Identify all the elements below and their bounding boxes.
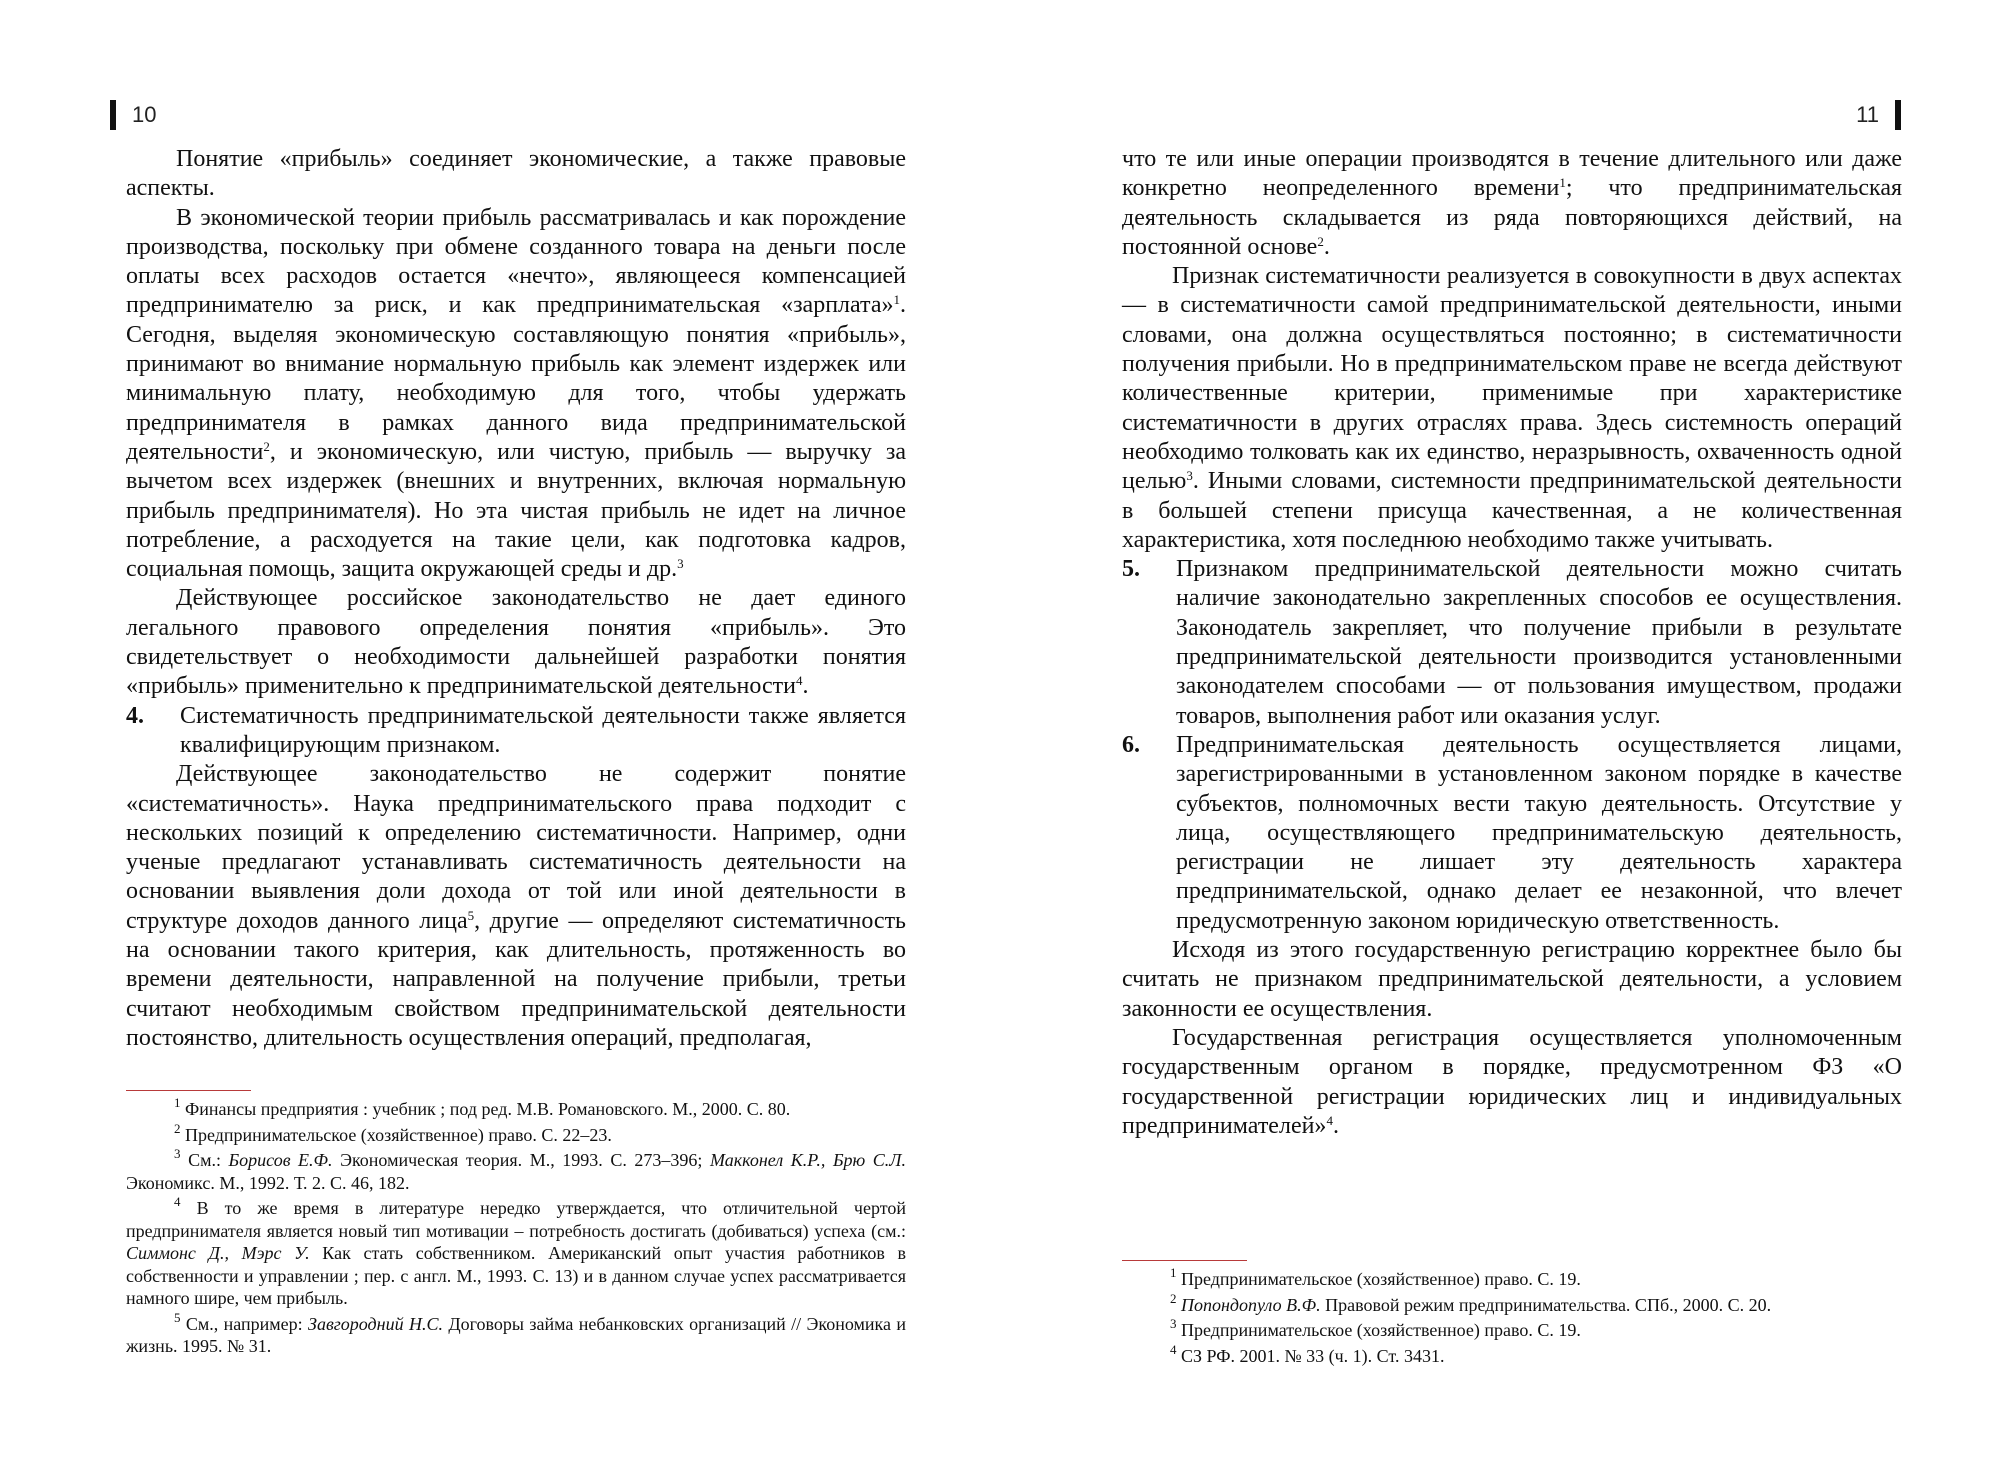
page-number-text: 10 <box>132 102 157 127</box>
numbered-item-4 <box>126 702 906 761</box>
paragraph: что те или иные операции производятся в течение длительного или даже конкретно неопределенного времени$^1$; что предпринимательская деятельность складывается из ряда повторяющихся действий, на постоянной основе$^2$. <box>1122 146 1903 260</box>
footnote-ref: 3 <box>677 556 684 572</box>
item-text: Систематичность предпринимательской деятельности также является квалифицирующим признаком. <box>180 702 906 758</box>
footnote-separator <box>1122 1260 1247 1261</box>
paragraph: Признак систематичности реализуется в совокупности в двух аспектах — в систематичности самой предпринимательской деятельности, иными словами, она должна осуществляться постоянно; в систематичности получения прибыли. Но в предпринимательском праве не всегда действуют количественные критерии, применимые при характеристике систематичности в других отраслях права. Здесь системность операций необходимо толковать как их единство, неразрывность, охваченность одной целью$^3$. Иными словами, системности предпринимательской деятельности в большей степени присуща качественная, а не количественная характеристика, хотя последнюю необходимо также учитывать. <box>1122 263 1902 553</box>
footnote-ref: 3 <box>1186 468 1193 484</box>
footnote-ref: 2 <box>1317 233 1324 249</box>
footnote-ref: 4 <box>1326 1112 1333 1128</box>
item-marker: 6. <box>1122 731 1140 758</box>
footnote: $^4$ В то же время в литературе нередко утверждается, что отличительной чертой предпринимателя является новый тип мотивации – потребность достигать (добиваться) успеха (см.: Симмонс Д., Мэрс У. Как стать собственником. Американский опыт участия работников в собственности и управлении ; пер. с англ. М., 1993. С. 13) и в данном случае успех рассматривается намного шире, чем прибыль. <box>126 1194 906 1308</box>
footnote: $^3$ Предпринимательское (хозяйственное) право. С. 19. <box>1170 1316 1581 1340</box>
footnote-ref: 1 <box>893 292 900 308</box>
footnote: $^5$ См., например: Завгородний Н.С. Договоры займа небанковских организаций // Экономика и жизнь. 1995. № 31. <box>126 1309 906 1356</box>
paragraph: Действующее законодательство не содержит понятие «систематичность». Наука предпринимательского права подходит с нескольких позиций к определению систематичности. Например, одни ученые предлагают устанавливать систематичность деятельности на основании выявления доли дохода от той или иной деятельности в структуре доходов данного лица$^5$, другие — определяют систематичность на основании такого критерия, как длительность, протяженность во времени деятельности, направленной на получение прибыли, третьи считают необходимым свойством предпринимательской деятельности постоянство, длительность осуществления операций, предполагая, <box>126 761 907 1051</box>
footnote: $^2$ Предпринимательское (хозяйственное) право. С. 22–23. <box>174 1120 612 1145</box>
right-footnotes <box>1122 1265 1902 1370</box>
numbered-item-6 <box>1122 731 1902 936</box>
paragraph: Исходя из этого государственную регистрацию корректнее было бы считать не признаком предпринимательской деятельности, а условием законности ее осуществления. <box>1122 937 1902 1022</box>
footnote-ref: 1 <box>1559 175 1566 191</box>
item-marker: 4. <box>126 702 144 729</box>
footnote: $^1$ Финансы предприятия : учебник ; под ред. М.В. Романовского. М., 2000. С. 80. <box>174 1095 791 1119</box>
item-text: Предпринимательская деятельность осуществляется лицами, зарегистрированными в установленном законом порядке в качестве субъектов, полномочных вести такую деятельность. Отсутствие у лица, осуществляющего предпринимательскую деятельность, регистрации не лишает эту деятельность характера предпринимательской, однако делает ее незаконной, что влечет предусмотренную законом юридическую ответственность. <box>1176 731 1902 934</box>
item-text: Признаком предпринимательской деятельности можно считать наличие законодательно закрепленных способов ее осуществления. Законодатель закрепляет, что получение прибыли в результате предпринимательской деятельности производится установленными законодателем способами — от пользования имуществом, продажи товаров, выполнения работ или оказания услуг. <box>1176 556 1902 729</box>
left-body-text <box>126 145 906 1053</box>
footnote-ref: 5 <box>467 907 475 923</box>
footnote: $^4$ СЗ РФ. 2001. № 33 (ч. 1). Ст. 3431. <box>1170 1341 1445 1366</box>
left-footnotes <box>126 1095 907 1361</box>
paragraph: Действующее российское законодательство не дает единого легального правового определения понятия «прибыль». Это свидетельствует о необходимости дальнейшей разработки понятия «прибыль» применительно к предпринимательской деятельности$^4$. <box>126 585 906 700</box>
footnote-ref: 2 <box>263 438 270 454</box>
footnote: $^1$ Предпринимательское (хозяйственное) право. С. 19. <box>1170 1265 1581 1289</box>
page-number-bar <box>1895 100 1901 130</box>
footnote: $^2$ Попондопуло В.Ф. Правовой режим предпринимательства. СПб., 2000. С. 20. <box>1170 1290 1772 1315</box>
footnote-ref: 4 <box>795 673 803 689</box>
numbered-item-5 <box>1122 555 1902 731</box>
footnote-separator <box>126 1090 251 1091</box>
paragraph: Понятие «прибыль» соединяет экономические, а также правовые аспекты. <box>126 146 906 202</box>
right-page <box>1000 0 2000 1473</box>
footnote: $^3$ См.: Борисов Е.Ф. Экономическая теория. М., 1993. С. 273–396; Макконел К.Р., Брю С.Л. Экономикс. М., 1992. Т. 2. С. 46, 182. <box>126 1146 907 1193</box>
item-marker: 5. <box>1122 556 1140 583</box>
right-body-text <box>1122 145 1902 1141</box>
page-number-bar <box>110 100 116 130</box>
page-number-text: 11 <box>1856 102 1879 127</box>
paragraph: В экономической теории прибыль рассматривалась и как порождение производства, поскольку при обмене созданного товара на деньги после оплаты всех расходов остается «нечто», являющееся компенсацией предпринимателю за риск, и как предпринимательская «зарплата»$^1$. Сегодня, выделяя экономическую составляющую понятия «прибыль», принимают во внимание нормальную прибыль как элемент издержек или минимальную плату, необходимую для того, чтобы удержать предпринимателя в рамках данного вида предпринимательской деятельности$^2$, и экономическую, или чистую, прибыль — выручку за вычетом всех издержек (внешних и внутренних, включая нормальную прибыль предпринимателя). Но эта чистая прибыль не идет на личное потребление, а расходуется на такие цели, как подготовка кадров, социальная помощь, защита окружающей среды и др.$^3$ <box>126 204 906 583</box>
paragraph: Государственная регистрация осуществляется уполномоченным государственным органом в порядке, предусмотренном ФЗ «О государственной регистрации юридических лиц и индивидуальных предпринимателей»$^4$. <box>1122 1024 1902 1139</box>
